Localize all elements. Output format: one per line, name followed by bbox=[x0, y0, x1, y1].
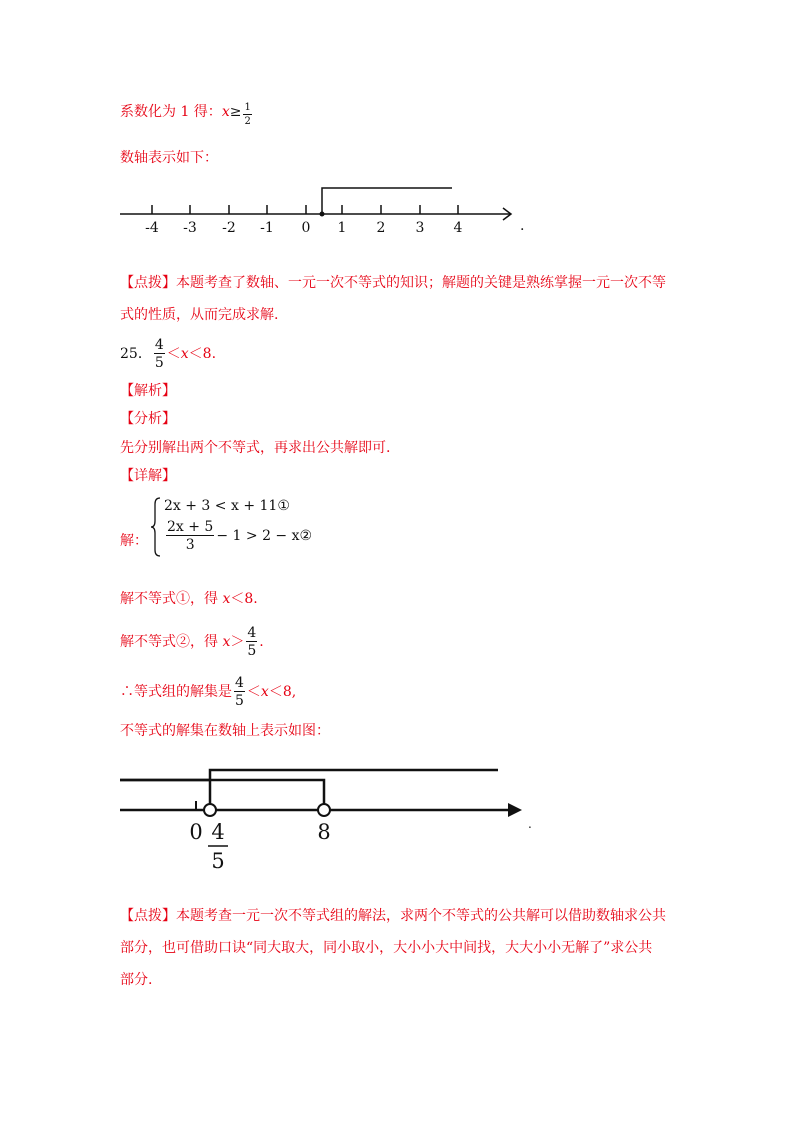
remark-1-line-b: 式的性质，从而完成求解. bbox=[120, 307, 279, 323]
system-row-2-rest: − 1 > 2 − x② bbox=[216, 528, 313, 544]
fraction-numerator: 2x + 5 bbox=[167, 519, 214, 535]
solve-inequality-1 bbox=[120, 589, 258, 609]
fraction-denominator: 2 bbox=[244, 116, 251, 127]
axis-1-tick-label: 0 bbox=[301, 220, 311, 236]
gt-sign: ＞ bbox=[230, 634, 245, 650]
right-ray-bracket bbox=[210, 770, 498, 808]
number-line-2 bbox=[118, 760, 538, 880]
lt-sign: ＜ bbox=[166, 346, 181, 362]
fraction-denominator: 3 bbox=[185, 537, 195, 553]
label-zero: 0 bbox=[189, 820, 203, 844]
axis-1-end-dot: . bbox=[520, 218, 525, 234]
fraction-numerator: 4 bbox=[235, 675, 244, 691]
number-line-intro: 数轴表示如下： bbox=[120, 150, 218, 166]
label-four: 4 bbox=[211, 820, 225, 844]
analysis-heading: 【解析】 bbox=[120, 383, 176, 399]
var-x: x bbox=[222, 634, 231, 650]
geq-sign: ≥ bbox=[229, 104, 242, 120]
solve-2-period: . bbox=[259, 634, 264, 650]
remark-1-line-a: 【点拨】本题考查了数轴、一元一次不等式的知识；解题的关键是熟练掌握一元一次不等 bbox=[120, 275, 666, 291]
fenxi-heading: 【分析】 bbox=[120, 411, 176, 427]
axis-2-end-dot: . bbox=[528, 817, 532, 831]
question-25-answer bbox=[120, 338, 216, 370]
system-row-1: 2x + 3 < x + 11① bbox=[164, 498, 290, 514]
solve-1-text: 解不等式①，得 bbox=[120, 591, 223, 607]
number-line-2-intro: 不等式的解集在数轴上表示如图： bbox=[120, 723, 330, 739]
question-number: 25． bbox=[120, 346, 152, 362]
axis-2-arrow bbox=[508, 803, 522, 817]
remark-2-line-b: 部分，也可借助口诀“同大取大，同小取小，大小小大中间找，大大小小无解了”求公共 bbox=[120, 940, 653, 956]
label-eight: 8 bbox=[317, 820, 331, 844]
fraction-four-fifths bbox=[154, 338, 165, 370]
solve-1-result: ＜8. bbox=[230, 591, 258, 607]
detail-heading: 【详解】 bbox=[120, 468, 176, 484]
conclusion-text: ∴等式组的解集是 bbox=[120, 684, 232, 700]
lt-sign: ＜ bbox=[246, 684, 261, 700]
fraction-numerator: 4 bbox=[154, 337, 164, 353]
var-x: x bbox=[180, 346, 189, 362]
solve-inequality-2 bbox=[120, 626, 264, 658]
axis-1-tick-label: -4 bbox=[145, 220, 159, 236]
axis-1-tick-label: 3 bbox=[415, 220, 425, 236]
var-x: x bbox=[222, 591, 231, 607]
axis-1-ticks bbox=[145, 205, 462, 236]
conclusion-result: ＜8, bbox=[268, 684, 297, 700]
fraction-2x-plus-5-over-3 bbox=[166, 520, 214, 552]
coefficient-line bbox=[120, 102, 254, 127]
fraction-one-half bbox=[243, 103, 251, 127]
axis-1-tick-label: 2 bbox=[376, 220, 386, 236]
remark-2-line-a: 【点拨】本题考查一元一次不等式组的解法，求两个不等式的公共解可以借助数轴求公共 bbox=[120, 908, 666, 924]
system-brace bbox=[150, 496, 162, 558]
axis-1-tick-label: -1 bbox=[260, 220, 274, 236]
label-five: 5 bbox=[211, 849, 225, 873]
solution-set-conclusion bbox=[120, 676, 296, 708]
system-row-2 bbox=[164, 520, 312, 552]
fraction-numerator: 4 bbox=[247, 625, 257, 641]
axis-1-tick-label: 1 bbox=[337, 220, 347, 236]
axis-1-tick-label: -3 bbox=[183, 220, 197, 236]
inequality-system bbox=[120, 496, 380, 560]
number-line-1 bbox=[118, 180, 538, 244]
solve-2-text: 解不等式②，得 bbox=[120, 634, 223, 650]
fraction-denominator: 5 bbox=[247, 643, 257, 659]
fraction-denominator: 5 bbox=[154, 355, 164, 371]
axis-1-tick-label: 4 bbox=[453, 220, 463, 236]
var-x: x bbox=[221, 104, 230, 120]
less-than-eight-bracket bbox=[120, 780, 324, 808]
fenxi-text: 先分别解出两个不等式，再求出公共解即可. bbox=[120, 440, 391, 456]
fraction-numerator: 1 bbox=[244, 102, 251, 113]
axis-1-tick-label: -2 bbox=[222, 220, 236, 236]
fraction-four-fifths bbox=[234, 676, 245, 708]
solution-label: 解： bbox=[120, 533, 148, 549]
fraction-denominator: 5 bbox=[235, 693, 244, 709]
var-x: x bbox=[260, 684, 269, 700]
fraction-four-fifths bbox=[246, 626, 257, 658]
coefficient-text: 系数化为 1 得： bbox=[120, 104, 222, 120]
solution-point-1 bbox=[320, 212, 325, 217]
lt-eight: ＜8. bbox=[188, 346, 217, 362]
remark-2-line-c: 部分. bbox=[120, 972, 153, 988]
open-circle-four-fifths bbox=[204, 804, 216, 816]
open-circle-eight bbox=[318, 804, 330, 816]
